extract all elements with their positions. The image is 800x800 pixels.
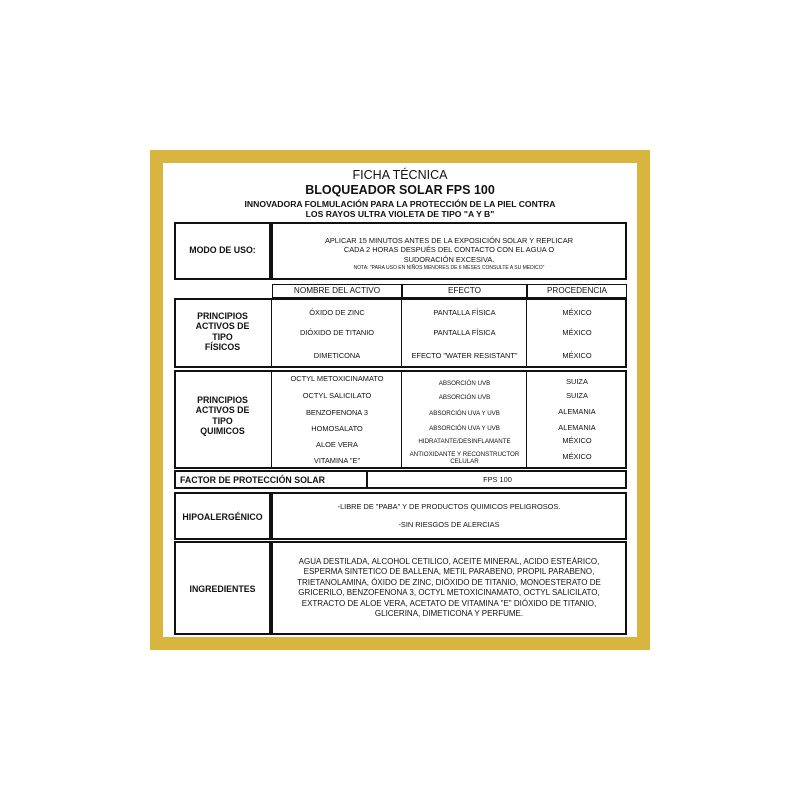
modo-uso-line: APLICAR 15 MINUTOS ANTES DE LA EXPOSICIÓN SOLAR Y REPLICAR	[324, 236, 574, 245]
factor-value: FPS 100	[483, 475, 512, 484]
header-efecto: EFECTO	[447, 286, 482, 295]
quimicos-procedencia: ALEMANIA	[558, 423, 596, 432]
ingredientes-line: GLICERINA, DIMETICONA Y PERFUME.	[374, 608, 524, 618]
sheet-description	[163, 199, 637, 220]
ingredientes-line: AGUA DESTILADA, ALCOHOL CETILICO, ACEITE MINERAL, ACIDO ESTEÁRICO,	[298, 557, 600, 566]
fisicos-label	[174, 311, 271, 353]
quimicos-procedencia: ALEMANIA	[558, 407, 596, 416]
fisicos-label-line: FÍSICOS	[204, 342, 241, 353]
fisicos-label-line: TIPO	[212, 331, 233, 342]
header-activo: NOMBRE DEL ACTIVO	[293, 286, 381, 295]
quimicos-label-line: QUIMICOS	[200, 426, 245, 437]
quimicos-activo: OCTYL METOXICINAMATO	[290, 374, 384, 383]
quimicos-label-line: PRINCIPIOS	[197, 395, 248, 405]
ingredientes-line: ESPERMA SINTETICO DE BALLENA, METIL PARABENO, PROPIL PARABENO,	[303, 567, 595, 577]
divider	[271, 370, 272, 469]
fisicos-efecto: PANTALLA FÍSICA	[433, 328, 496, 337]
hipo-line: -LIBRE DE "PABA" Y DE PRODUCTOS QUIMICOS PELIGROSOS.	[337, 502, 561, 511]
fisicos-procedencia: MÉXICO	[562, 328, 592, 337]
fisicos-activo: ÓXIDO DE ZINC	[309, 308, 365, 317]
modo-uso-line: CADA 2 HORAS DESPUÉS DEL CONTACTO CON EL AGUA O	[343, 245, 555, 255]
fisicos-activo: DIÓXIDO DE TITANIO	[299, 328, 375, 337]
modo-uso-line: SUDORACIÓN EXCESIVA.	[403, 254, 495, 264]
quimicos-efecto: ABSORCIÓN UVB	[438, 380, 491, 387]
description-line: INNOVADORA FOLMULACIÓN PARA LA PROTECCIÓN DE LA PIEL CONTRA	[244, 199, 556, 209]
quimicos-efecto-last	[402, 451, 527, 466]
ingredientes-line: GRICERILO, BENZOFENONA 3, OCTYL METOXICINAMATO, OCTYL SALICILATO,	[298, 588, 600, 598]
quimicos-activo: VITAMINA "E"	[313, 456, 361, 465]
fisicos-procedencia: MÉXICO	[562, 351, 592, 360]
quimicos-efecto: ABSORCIÓN UVA Y UVB	[429, 425, 500, 432]
quimicos-activo: ALOE VERA	[316, 440, 358, 449]
fisicos-label-line: ACTIVOS DE	[195, 321, 250, 332]
fisicos-efecto: PANTALLA FÍSICA	[433, 308, 496, 317]
factor-label: FACTOR DE PROTECCIÓN SOLAR	[180, 475, 325, 485]
quimicos-label-line: TIPO	[212, 415, 233, 426]
fisicos-efecto: EFECTO "WATER RESISTANT"	[411, 351, 518, 360]
modo-uso-label: MODO DE USO:	[189, 245, 256, 255]
quimicos-procedencia: MÉXICO	[562, 452, 592, 461]
description-line: LOS RAYOS ULTRA VIOLETA DE TIPO "A Y B"	[305, 209, 495, 220]
fisicos-label-line: PRINCIPIOS	[197, 311, 248, 321]
ingredientes-text	[271, 557, 627, 619]
modo-uso-text	[271, 236, 627, 271]
quimicos-label	[174, 395, 271, 437]
hipo-label: HIPOALERGÉNICO	[182, 512, 263, 522]
quimicos-efecto: ABSORCIÓN UVA Y UVB	[429, 410, 500, 417]
quimicos-activo: OCTYL SALICILATO	[302, 391, 372, 400]
quimicos-efecto: ABSORCIÓN UVB	[438, 394, 491, 401]
ingredientes-line: TRIETANOLAMINA, ÓXIDO DE ZINC, DIÓXIDO DE TITANIO, MONOESTERATO DE	[297, 577, 601, 587]
modo-uso-note: NOTA: "PARA USO EN NIÑOS MENORES DE 6 MESES CONSULTE A SU MEDICO"	[353, 264, 545, 271]
quimicos-procedencia: MÉXICO	[562, 436, 592, 445]
hipo-content-box	[271, 492, 627, 540]
ingredientes-line: EXTRACTO DE ALOE VERA, ACETATO DE VITAMINA "E" DIÓXIDO DE TITANIO,	[301, 598, 597, 608]
sheet-subtitle: BLOQUEADOR SOLAR FPS 100	[305, 183, 495, 197]
sheet-title: FICHA TÉCNICA	[352, 168, 448, 182]
quimicos-efecto-line: ANTIOXIDANTE Y RECONSTRUCTOR	[409, 451, 520, 458]
quimicos-label-line: ACTIVOS DE	[195, 405, 250, 416]
quimicos-procedencia: SUIZA	[566, 391, 588, 400]
quimicos-efecto-line: CELULAR	[450, 458, 479, 466]
quimicos-efecto: HIDRATANTE/DESINFLAMANTE	[418, 438, 511, 445]
hipo-line: -SIN RIESGOS DE ALERCIAS	[398, 520, 500, 529]
quimicos-activo: BENZOFENONA 3	[305, 408, 368, 417]
quimicos-activo: HOMOSALATO	[311, 424, 363, 433]
quimicos-procedencia: SUIZA	[566, 377, 588, 386]
fisicos-procedencia: MÉXICO	[562, 308, 592, 317]
header-procedencia: PROCEDENCIA	[546, 286, 608, 295]
fisicos-activo: DIMETICONA	[313, 351, 361, 360]
ingredientes-label: INGREDIENTES	[189, 584, 256, 594]
